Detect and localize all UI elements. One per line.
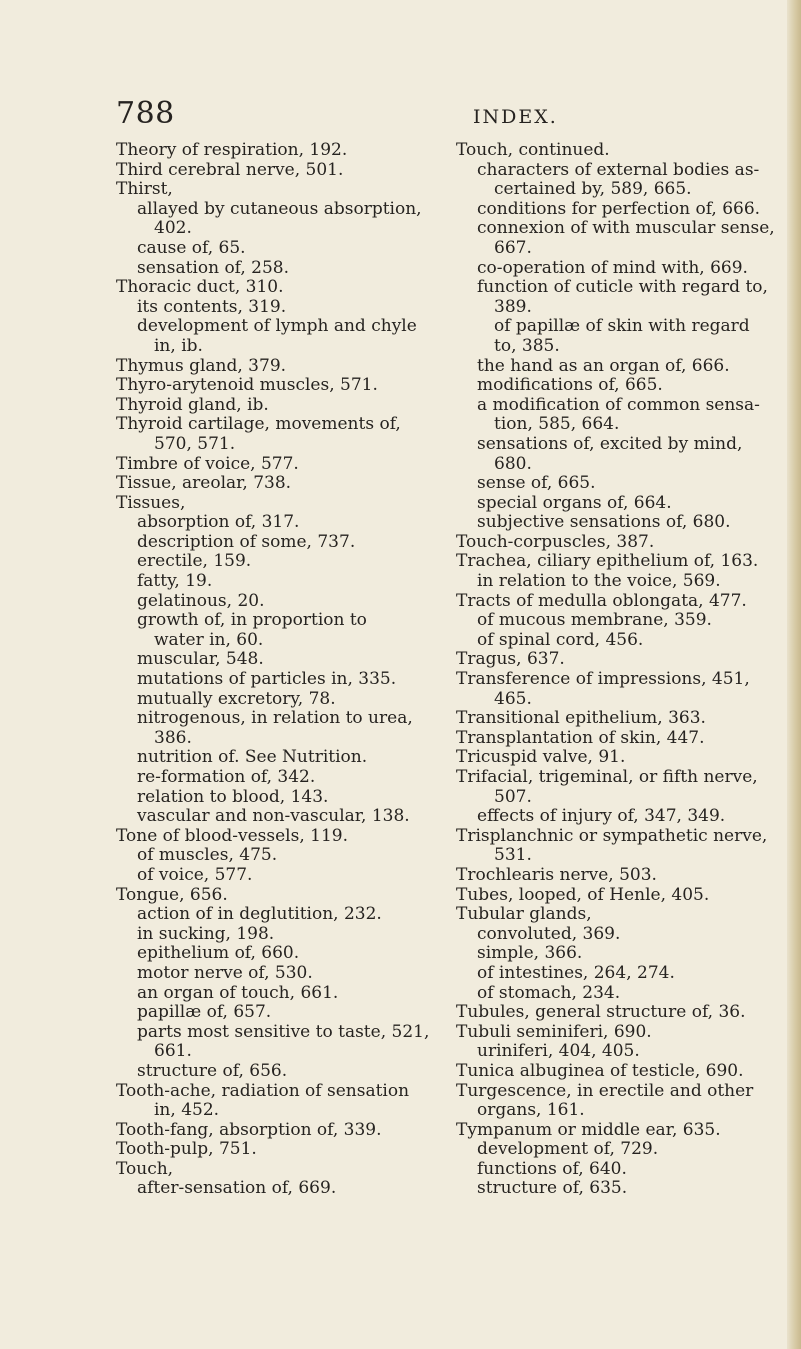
index-entry: Timbre of voice, 577.	[116, 453, 299, 474]
index-subentry: an organ of touch, 661.	[137, 982, 339, 1003]
index-subentry: 570, 571.	[154, 433, 236, 454]
index-subentry: in sucking, 198.	[137, 923, 275, 944]
index-subentry: 389.	[494, 296, 532, 317]
index-subentry: gelatinous, 20.	[137, 590, 265, 611]
index-entry: Third cerebral nerve, 501.	[116, 159, 344, 180]
index-subentry: conditions for perfection of, 666.	[477, 198, 761, 219]
index-entry: Tongue, 656.	[116, 884, 228, 905]
index-entry: Trisplanchnic or sympathetic nerve,	[456, 825, 768, 846]
index-subentry: of stomach, 234.	[477, 982, 621, 1003]
index-subentry: characters of external bodies as-	[477, 159, 760, 180]
index-subentry: structure of, 656.	[137, 1060, 288, 1081]
index-column-left	[116, 141, 436, 1199]
index-entry: Transitional epithelium, 363.	[456, 708, 706, 729]
index-subentry: 661.	[154, 1041, 192, 1062]
index-subentry: co-operation of mind with, 669.	[477, 257, 748, 278]
index-entry: Tooth-pulp, 751.	[116, 1139, 257, 1160]
index-subentry: mutations of particles in, 335.	[137, 669, 397, 690]
index-subentry: water in, 60.	[154, 629, 264, 650]
page-header	[116, 96, 756, 132]
index-subentry: epithelium of, 660.	[137, 943, 300, 964]
index-entry: Tooth-ache, radiation of sensation	[116, 1080, 410, 1101]
index-subentry: development of, 729.	[477, 1139, 659, 1160]
index-subentry: nutrition of. See Nutrition.	[137, 747, 368, 768]
index-subentry: connexion of with muscular sense,	[477, 218, 775, 239]
index-subentry: simple, 366.	[477, 943, 583, 964]
index-entry: Thoracic duct, 310.	[116, 277, 284, 298]
index-subentry: tion, 585, 664.	[494, 414, 620, 435]
index-subentry: of voice, 577.	[137, 864, 253, 885]
index-subentry: structure of, 635.	[477, 1178, 628, 1199]
index-subentry: motor nerve of, 530.	[137, 962, 313, 983]
index-subentry: fatty, 19.	[137, 571, 213, 592]
index-subentry: action of in deglutition, 232.	[137, 904, 382, 925]
index-subentry: effects of injury of, 347, 349.	[477, 806, 726, 827]
index-entry: Thyroid cartilage, movements of,	[116, 414, 401, 435]
index-subentry: erectile, 159.	[137, 551, 252, 572]
index-entry: Theory of respiration, 192.	[116, 140, 348, 160]
index-column-right	[456, 141, 776, 1199]
page-number: 788	[116, 96, 175, 131]
index-entry: Tricuspid valve, 91.	[456, 747, 626, 768]
index-subentry: special organs of, 664.	[477, 492, 672, 513]
index-subentry: 531.	[494, 845, 532, 866]
index-subentry: to, 385.	[494, 335, 560, 356]
index-subentry: cause of, 65.	[137, 237, 246, 258]
index-subentry: in, ib.	[154, 335, 203, 356]
index-entry: Thirst,	[116, 179, 173, 200]
index-subentry: after-sensation of, 669.	[137, 1178, 337, 1199]
index-entry: Trachea, ciliary epithelium of, 163.	[456, 551, 759, 572]
index-subentry: certained by, 589, 665.	[494, 179, 692, 200]
index-entry: Tissue, areolar, 738.	[116, 473, 292, 494]
index-subentry: function of cuticle with regard to,	[477, 277, 768, 298]
index-subentry: parts most sensitive to taste, 521,	[137, 1021, 430, 1042]
index-subentry: development of lymph and chyle	[137, 316, 417, 337]
index-subentry: muscular, 548.	[137, 649, 264, 670]
index-entry: Thyroid gland, ib.	[116, 394, 269, 415]
index-entry: Thyro-arytenoid muscles, 571.	[116, 375, 378, 396]
index-subentry: 680.	[494, 453, 532, 474]
index-subentry: vascular and non-vascular, 138.	[137, 806, 410, 827]
index-subentry: convoluted, 369.	[477, 923, 621, 944]
index-subentry: re-formation of, 342.	[137, 767, 316, 787]
index-subentry: of papillæ of skin with regard	[494, 316, 750, 337]
page-edge-shadow	[787, 0, 801, 1349]
index-entry: Trifacial, trigeminal, or fifth nerve,	[456, 767, 758, 787]
index-entry: Tubular glands,	[456, 904, 592, 925]
index-subentry: sensations of, excited by mind,	[477, 433, 743, 454]
index-subentry: growth of, in proportion to	[137, 610, 367, 631]
index-subentry: papillæ of, 657.	[137, 1002, 272, 1023]
index-subentry: of muscles, 475.	[137, 845, 278, 866]
index-subentry: a modification of common sensa-	[477, 394, 760, 415]
index-entry: Transplantation of skin, 447.	[456, 727, 705, 748]
index-entry: Tracts of medulla oblongata, 477.	[456, 590, 747, 611]
index-subentry: 465.	[494, 688, 532, 709]
index-subentry: of mucous membrane, 359.	[477, 610, 712, 631]
index-subentry: 402.	[154, 218, 192, 239]
index-subentry: allayed by cutaneous absorption,	[137, 198, 422, 219]
index-subentry: subjective sensations of, 680.	[477, 512, 731, 533]
index-subentry: of spinal cord, 456.	[477, 629, 644, 650]
index-subentry: its contents, 319.	[137, 296, 287, 317]
index-entry: Touch, continued.	[456, 140, 610, 160]
index-entry: Tooth-fang, absorption of, 339.	[116, 1119, 382, 1140]
index-subentry: in relation to the voice, 569.	[477, 571, 721, 592]
index-subentry: relation to blood, 143.	[137, 786, 329, 807]
index-entry: Tragus, 637.	[456, 649, 565, 670]
index-subentry: in, 452.	[154, 1100, 220, 1121]
index-entry: Tubuli seminiferi, 690.	[456, 1021, 652, 1042]
index-entry: Tubules, general structure of, 36.	[456, 1002, 746, 1023]
index-entry: Tissues,	[116, 492, 186, 513]
index-subentry: description of some, 737.	[137, 531, 356, 552]
index-subentry: 386.	[154, 727, 192, 748]
index-subentry: modifications of, 665.	[477, 375, 663, 396]
index-entry: Tunica albuginea of testicle, 690.	[456, 1060, 744, 1081]
index-subentry: organs, 161.	[477, 1100, 585, 1121]
index-subentry: mutually excretory, 78.	[137, 688, 336, 709]
index-entry: Touch-corpuscles, 387.	[456, 531, 655, 552]
index-subentry: nitrogenous, in relation to urea,	[137, 708, 413, 729]
index-subentry: the hand as an organ of, 666.	[477, 355, 730, 376]
index-subentry: functions of, 640.	[477, 1158, 627, 1179]
index-entry: Tubes, looped, of Henle, 405.	[456, 884, 710, 905]
index-subentry: of intestines, 264, 274.	[477, 962, 675, 983]
running-head: INDEX.	[473, 106, 558, 128]
index-entry: Turgescence, in erectile and other	[456, 1080, 754, 1101]
index-entry: Tympanum or middle ear, 635.	[456, 1119, 721, 1140]
index-subentry: sense of, 665.	[477, 473, 596, 494]
index-entry: Thymus gland, 379.	[116, 355, 287, 376]
index-entry: Tone of blood-vessels, 119.	[116, 825, 349, 846]
index-subentry: 667.	[494, 237, 532, 258]
index-entry: Touch,	[116, 1158, 174, 1179]
index-entry: Transference of impressions, 451,	[456, 669, 750, 690]
index-subentry: absorption of, 317.	[137, 512, 300, 533]
index-entry: Trochlearis nerve, 503.	[456, 864, 657, 885]
index-subentry: 507.	[494, 786, 532, 807]
index-subentry: sensation of, 258.	[137, 257, 290, 278]
index-subentry: uriniferi, 404, 405.	[477, 1041, 640, 1062]
